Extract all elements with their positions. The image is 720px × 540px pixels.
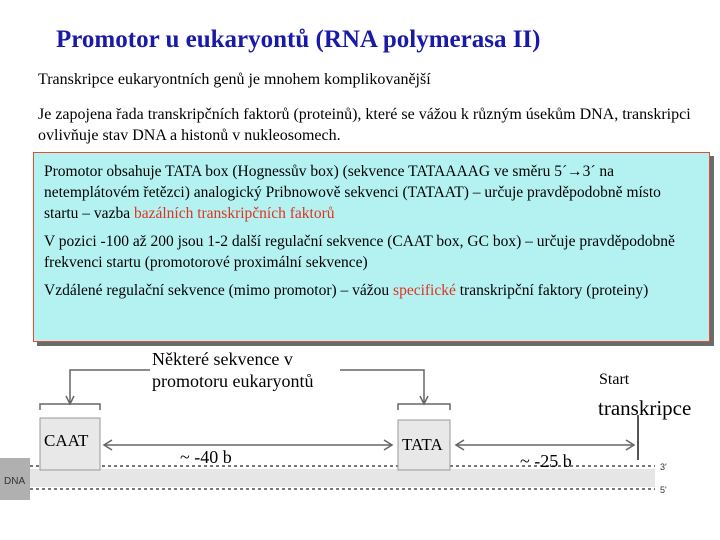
caat-label: CAAT	[44, 431, 89, 450]
diagram-heading-line2: promotoru eukaryontů	[152, 371, 314, 391]
dna-label: DNA	[4, 476, 26, 487]
strand-end-3: 3'	[660, 462, 667, 472]
transkripce-label: transkripce	[598, 396, 692, 420]
position-paragraph: V pozici -100 až 200 jsou 1-2 další regulační sekvence (CAAT box, GC box) – určuje pravděpodobně frekvenci startu (promotorové proximální sekvence)	[44, 233, 675, 271]
factors-text: Je zapojena řada transkripčních faktorů (proteinů), které se vážou k různým úsekům DNA, transkripci ovlivňuje stav DNA a histonů v nukleosomech.	[38, 106, 691, 144]
dna-diagram	[0, 340, 720, 540]
distal-text-b: transkripční faktory (proteiny)	[455, 282, 649, 299]
diagram-heading-line1: Některé sekvence v	[152, 349, 293, 369]
promoter-text: Promotor obsahuje TATA box (Hognessův box) (sekvence TATAAAAG ve směru 5´→3´ na netemplátovém řetězci) analogický Pribnowově sekvenci (TATAAT) – určuje pravděpodobně místo startu – vazba	[44, 163, 661, 222]
distance-label-40: ~ -40 b	[180, 447, 232, 467]
page-title: Promotor u eukaryontů (RNA polymerasa II)	[56, 26, 541, 53]
start-label: Start	[599, 371, 630, 388]
strand-end-5: 5'	[660, 485, 667, 495]
specific-highlight: specifické	[393, 282, 456, 299]
tata-label: TATA	[402, 435, 443, 454]
distal-paragraph	[44, 280, 699, 301]
basal-factors-highlight: bazálních transkripčních faktorů	[133, 205, 335, 222]
info-box	[33, 152, 710, 342]
distal-text-a: Vzdálené regulační sekvence (mimo promotor) – vážou	[44, 282, 394, 299]
distance-label-25: ~ -25 b	[520, 451, 572, 471]
promoter-paragraph	[44, 161, 699, 224]
intro-text: Transkripce eukaryontních genů je mnohem komplikovanější	[38, 71, 431, 88]
diagram-heading	[152, 348, 313, 392]
